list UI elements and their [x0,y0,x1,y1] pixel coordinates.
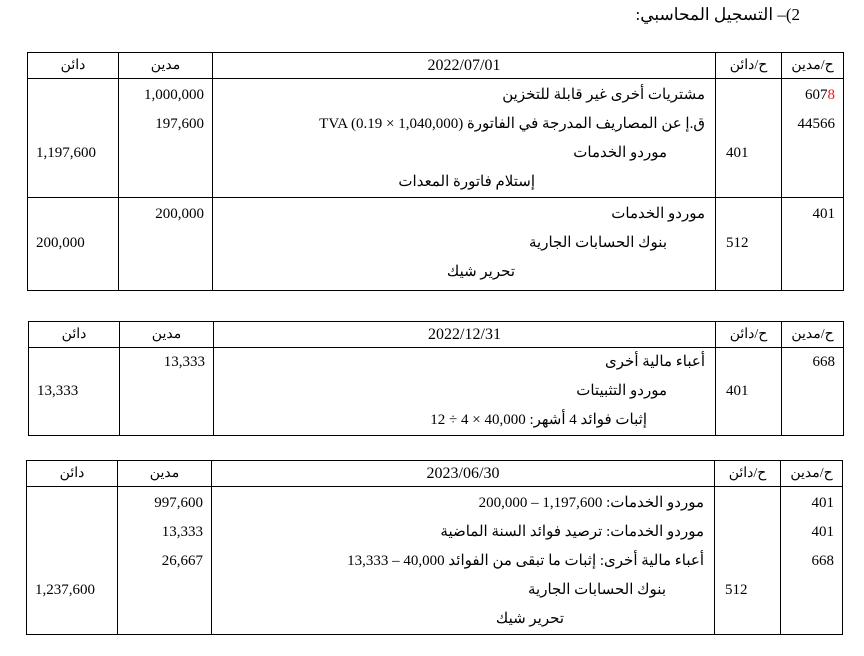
debit-amount: 997,600 [154,495,203,511]
credit-account-header: ح/دائن [716,322,782,348]
journal-entry-4 [27,487,843,635]
debit-account-header: ح/مدين [782,322,844,348]
debit-account: 44566 [797,116,835,132]
credit-amount [28,200,118,229]
credit-amount [28,81,118,110]
table-header-row [28,53,844,79]
credit-account: 512 [726,235,749,251]
credit-amount-column [28,198,119,291]
debit-account-column [782,348,844,436]
credit-amount [29,406,119,435]
credit-account: 401 [726,145,749,161]
credit-amount [27,547,117,576]
entry-description: موردو الخدمات: 1,197,600 – 200,000 [478,495,704,511]
debit-amount: 1,000,000 [144,87,204,103]
debit-amount [120,377,213,406]
debit-account-digits: 607 [805,87,828,103]
credit-account [715,547,780,576]
debit-amount: 13,333 [163,354,205,370]
entry-description: أعباء مالية أخرى: إثبات ما تبقى من الفوائد 40,000 – 13,333 [347,553,704,569]
credit-amount-column [28,79,119,198]
debit-amount-column [119,198,213,291]
entry-description: بنوك الحسابات الجارية [528,235,667,251]
credit-amount-header: دائن [29,322,120,348]
debit-account: 668 [812,354,835,370]
debit-amount-column [118,487,212,635]
debit-account [782,229,843,258]
entry-note: تحرير شيك [495,611,564,627]
journal-table-3 [26,460,843,635]
journal-table-1 [27,52,844,291]
journal-entry-3 [29,348,844,436]
debit-account [782,258,843,287]
credit-amount: 1,237,600 [35,582,95,598]
credit-account [716,406,781,435]
debit-account [782,377,843,406]
debit-account-header: ح/مدين [781,461,843,487]
debit-account [782,168,843,197]
credit-account [716,81,781,110]
debit-amount [119,139,212,168]
credit-account: 512 [725,582,748,598]
credit-account [715,605,780,634]
entry-description: مشتريات أخرى غير قابلة للتخزين [502,87,705,103]
credit-amount-header: دائن [28,53,119,79]
debit-amount: 200,000 [155,206,204,222]
entry-description: موردو الخدمات [573,145,667,161]
debit-account: 401 [812,206,835,222]
debit-account-header: ح/مدين [782,53,844,79]
debit-account [782,139,843,168]
section-heading: 2)– التسجيل المحاسبي: [635,5,800,24]
debit-amount-column [120,348,214,436]
entry-date: 2022/12/31 [214,322,716,348]
credit-amount [28,168,118,197]
credit-amount [27,489,117,518]
debit-account-column [781,487,843,635]
credit-account-header: ح/دائن [716,53,782,79]
table-header-row [27,461,843,487]
description-column [213,198,716,291]
debit-account-column [782,79,844,198]
journal-entry-1 [28,79,844,198]
credit-account-column [715,487,781,635]
debit-amount [119,229,212,258]
debit-account: 401 [811,495,834,511]
debit-amount [118,605,211,634]
debit-amount [119,168,212,197]
debit-amount-column [119,79,213,198]
credit-account [716,348,781,377]
debit-account: 668 [811,553,834,569]
credit-amount-header: دائن [27,461,118,487]
credit-amount [28,258,118,287]
debit-amount: 197,600 [155,116,204,132]
credit-amount-column [27,487,118,635]
highlighted-digit: 8 [827,87,835,103]
entry-description: موردو الخدمات: ترصيد فوائد السنة الماضية [440,524,704,540]
debit-amount [119,258,212,287]
journal-table-2 [28,321,844,436]
credit-amount [27,518,117,547]
credit-amount [29,348,119,377]
debit-amount: 13,333 [161,524,203,540]
debit-account [782,81,843,110]
debit-amount: 26,667 [161,553,203,569]
debit-account-column [782,198,844,291]
entry-note: إستلام فاتورة المعدات [398,174,535,190]
description-column [214,348,716,436]
credit-account [716,110,781,139]
credit-amount [27,605,117,634]
debit-account: 401 [811,524,834,540]
debit-amount [118,576,211,605]
credit-account [715,489,780,518]
credit-amount: 13,333 [37,383,79,399]
entry-date: 2022/07/01 [213,53,716,79]
credit-account: 401 [726,383,749,399]
credit-account-column [716,79,782,198]
credit-amount [28,110,118,139]
entry-note: إثبات فوائد 4 أشهر: 40,000 × 4 ÷ 12 [430,412,647,428]
debit-account [782,406,843,435]
debit-account [781,576,842,605]
debit-amount-header: مدين [118,461,212,487]
description-column [213,79,716,198]
entry-description: موردو التثبيتات [576,383,667,399]
credit-amount: 200,000 [36,235,85,251]
credit-account [716,200,781,229]
credit-account-column [716,198,782,291]
debit-account [781,605,842,634]
entry-description: موردو الخدمات [611,206,705,222]
credit-account [716,258,781,287]
entry-description: TVA ق.إ عن المصاريف المدرجة في الفاتورة (1,040,000 × 0.19) [319,116,705,132]
credit-amount-column [29,348,120,436]
credit-account [715,518,780,547]
debit-amount-header: مدين [119,53,213,79]
credit-account [716,168,781,197]
debit-amount [120,406,213,435]
table-header-row [29,322,844,348]
debit-amount-header: مدين [120,322,214,348]
entry-date: 2023/06/30 [212,461,715,487]
entry-note: تحرير شيك [446,264,515,280]
credit-account-header: ح/دائن [715,461,781,487]
description-column [212,487,715,635]
entry-description: أعباء مالية أخرى [605,354,705,370]
credit-account-column [716,348,782,436]
credit-amount: 1,197,600 [36,145,96,161]
entry-description: بنوك الحسابات الجارية [527,582,666,598]
journal-entry-2 [28,198,844,291]
